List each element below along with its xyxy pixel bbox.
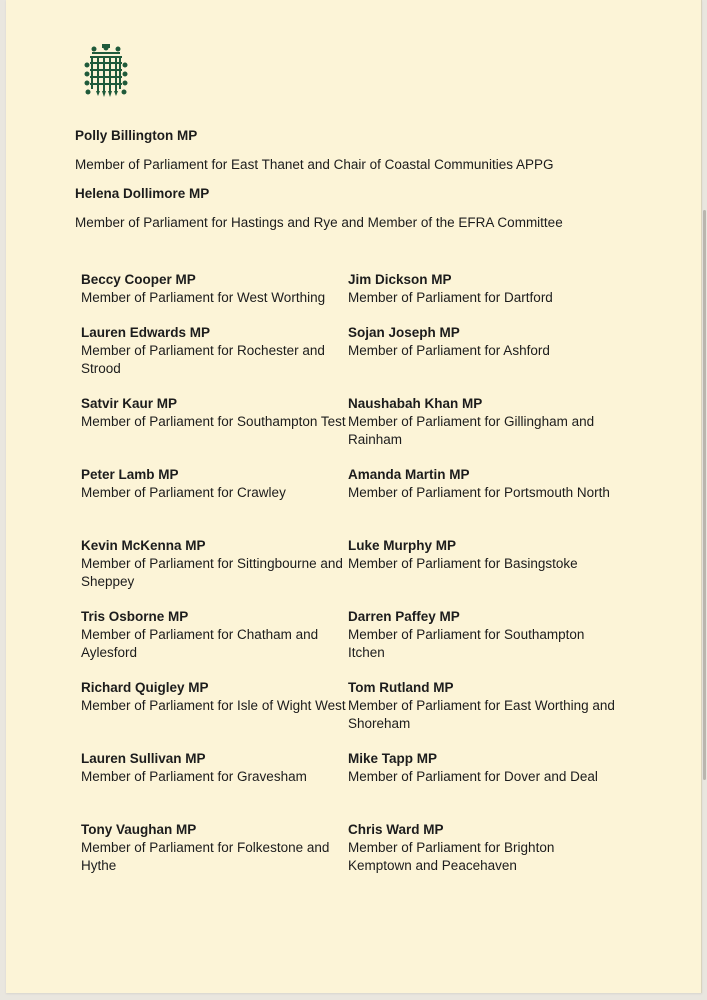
mp-role: Member of Parliament for Basingstoke (348, 556, 578, 571)
signatory (348, 466, 615, 537)
signatory-grid (81, 271, 681, 892)
mp-name: Chris Ward MP (348, 822, 444, 837)
mp-role: Member of Parliament for Gravesham (81, 769, 307, 784)
signatory-row (81, 466, 681, 537)
lead-mp-role: Member of Parliament for East Thanet and Chair of Coastal Communities APPG (75, 157, 554, 172)
mp-name: Lauren Sullivan MP (81, 751, 206, 766)
mp-name: Lauren Edwards MP (81, 325, 211, 340)
signatory (348, 324, 615, 395)
signatory-row (81, 395, 681, 466)
signatory-row (81, 324, 681, 395)
signatory (81, 395, 348, 466)
mp-name: Tony Vaughan MP (81, 822, 197, 837)
mp-role: Member of Parliament for Rochester and Strood (81, 343, 325, 376)
mp-name: Luke Murphy MP (348, 538, 457, 553)
mp-role: Member of Parliament for Sittingbourne and Sheppey (81, 556, 343, 589)
signatory (81, 679, 348, 750)
mp-role: Member of Parliament for West Worthing (81, 290, 326, 305)
signatory-row (81, 821, 681, 892)
mp-role: Member of Parliament for Crawley (81, 485, 286, 500)
lead-mp-role: Member of Parliament for Hastings and Rye and Member of the EFRA Committee (75, 215, 563, 230)
signatory-row (81, 608, 681, 679)
mp-name: Darren Paffey MP (348, 609, 460, 624)
signatory-row (81, 750, 681, 821)
mp-name: Jim Dickson MP (348, 272, 452, 287)
signatory (348, 679, 615, 750)
scrollbar[interactable] (703, 210, 706, 780)
portcullis-icon (82, 43, 130, 99)
mp-role: Member of Parliament for Dartford (348, 290, 553, 305)
signatory-row (81, 679, 681, 750)
mp-role: Member of Parliament for Southampton Itchen (348, 627, 585, 660)
mp-name: Tris Osborne MP (81, 609, 189, 624)
signatory (348, 395, 615, 466)
mp-name: Sojan Joseph MP (348, 325, 460, 340)
mp-role: Member of Parliament for Dover and Deal (348, 769, 598, 784)
mp-name: Kevin McKenna MP (81, 538, 206, 553)
mp-role: Member of Parliament for Portsmouth North (348, 485, 610, 500)
signatory (348, 821, 615, 892)
mp-name: Peter Lamb MP (81, 467, 179, 482)
signatory (81, 821, 348, 892)
signatory (81, 466, 348, 537)
mp-role: Member of Parliament for Southampton Test (81, 414, 346, 429)
signatory (81, 608, 348, 679)
mp-role: Member of Parliament for Folkestone and Hythe (81, 840, 330, 873)
mp-name: Mike Tapp MP (348, 751, 438, 766)
mp-role: Member of Parliament for East Worthing and Shoreham (348, 698, 615, 731)
mp-role: Member of Parliament for Isle of Wight West (81, 698, 346, 713)
mp-name: Amanda Martin MP (348, 467, 470, 482)
signatory (81, 537, 348, 608)
mp-name: Richard Quigley MP (81, 680, 209, 695)
signatory-row (81, 271, 681, 324)
signatory (348, 608, 615, 679)
mp-name: Naushabah Khan MP (348, 396, 483, 411)
signatory (81, 271, 348, 324)
signatory (81, 750, 348, 821)
signatory (81, 324, 348, 395)
mp-name: Tom Rutland MP (348, 680, 454, 695)
mp-name: Beccy Cooper MP (81, 272, 196, 287)
signatory-row (81, 537, 681, 608)
signatory (348, 271, 615, 324)
mp-role: Member of Parliament for Chatham and Aylesford (81, 627, 319, 660)
mp-role: Member of Parliament for Gillingham and Rainham (348, 414, 595, 447)
lead-mp-name: Helena Dollimore MP (75, 186, 210, 201)
mp-name: Satvir Kaur MP (81, 396, 178, 411)
signatory (348, 537, 615, 608)
mp-role: Member of Parliament for Brighton Kemptown and Peacehaven (348, 840, 555, 873)
mp-role: Member of Parliament for Ashford (348, 343, 550, 358)
lead-mp-name: Polly Billington MP (75, 128, 198, 143)
document-page (6, 0, 702, 993)
signatory (348, 750, 615, 821)
